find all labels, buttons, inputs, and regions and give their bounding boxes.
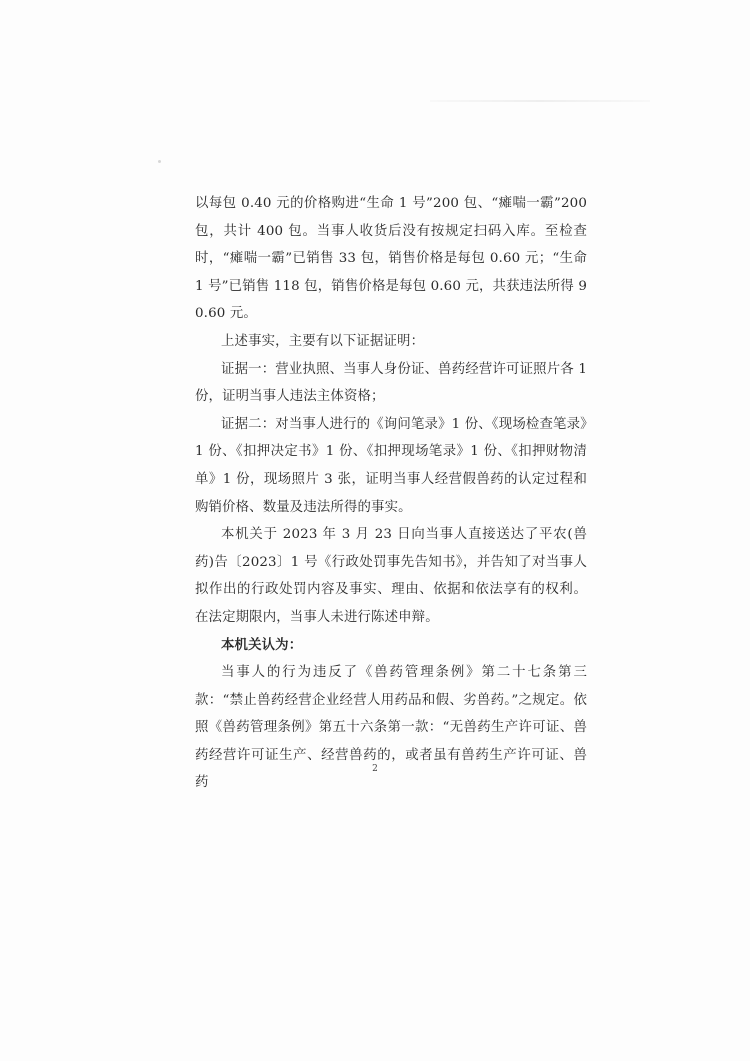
paragraph-legal-basis: 当事人的行为违反了《兽药管理条例》第二十七条第三款：“禁止兽药经营企业经营人用药品和假、劣兽药。”之规定。依照《兽药管理条例》第五十六条第一款：“无兽药生产许可证、兽药经营许可证生产、经营兽药的，或者虽有兽药生产许可证、兽药 xyxy=(195,665,587,791)
paragraph-purchase-facts: 以每包 0.40 元的价格购进“生命 1 号”200 包、“瘫喘一霸”200 包，共计 400 包。当事人收货后没有按规定扫码入库。至检查时，“瘫喘一霸”已销售 33 包，销售价格是每包 0.60 元；“生命 1 号”已销售 118 包，销售价格是每包 0.60 元，共获违法所得 90.60 元。 xyxy=(195,196,587,322)
paragraph-evidence-one: 证据一：营业执照、当事人身份证、兽药经营许可证照片各 1 份，证明当事人违法主体资格； xyxy=(195,361,587,405)
scan-artifact xyxy=(430,100,650,102)
paragraph-evidence-two: 证据二：对当事人进行的《询问笔录》1 份、《现场检查笔录》1 份、《扣押决定书》1 份、《扣押现场笔录》1 份、《扣押财物清单》1 份，现场照片 3 张，证明当事人经营假兽药的认定过程和购销价格、数量及违法所得的事实。 xyxy=(195,416,587,515)
paragraph-notice-served: 本机关于 2023 年 3 月 23 日向当事人直接送达了平农(兽药)告〔2023〕1 号《行政处罚事先告知书》，并告知了对当事人拟作出的行政处罚内容及事实、理由、依据和依法享有的权利。在法定期限内，当事人未进行陈述申辩。 xyxy=(195,527,587,625)
paragraph-agency-opinion-heading: 本机关认为： xyxy=(221,636,303,653)
page-number: 2 xyxy=(372,764,378,774)
paragraph-evidence-intro: 上述事实，主要有以下证据证明： xyxy=(221,333,425,349)
document-body xyxy=(195,190,587,797)
scan-artifact-dot xyxy=(158,160,161,163)
